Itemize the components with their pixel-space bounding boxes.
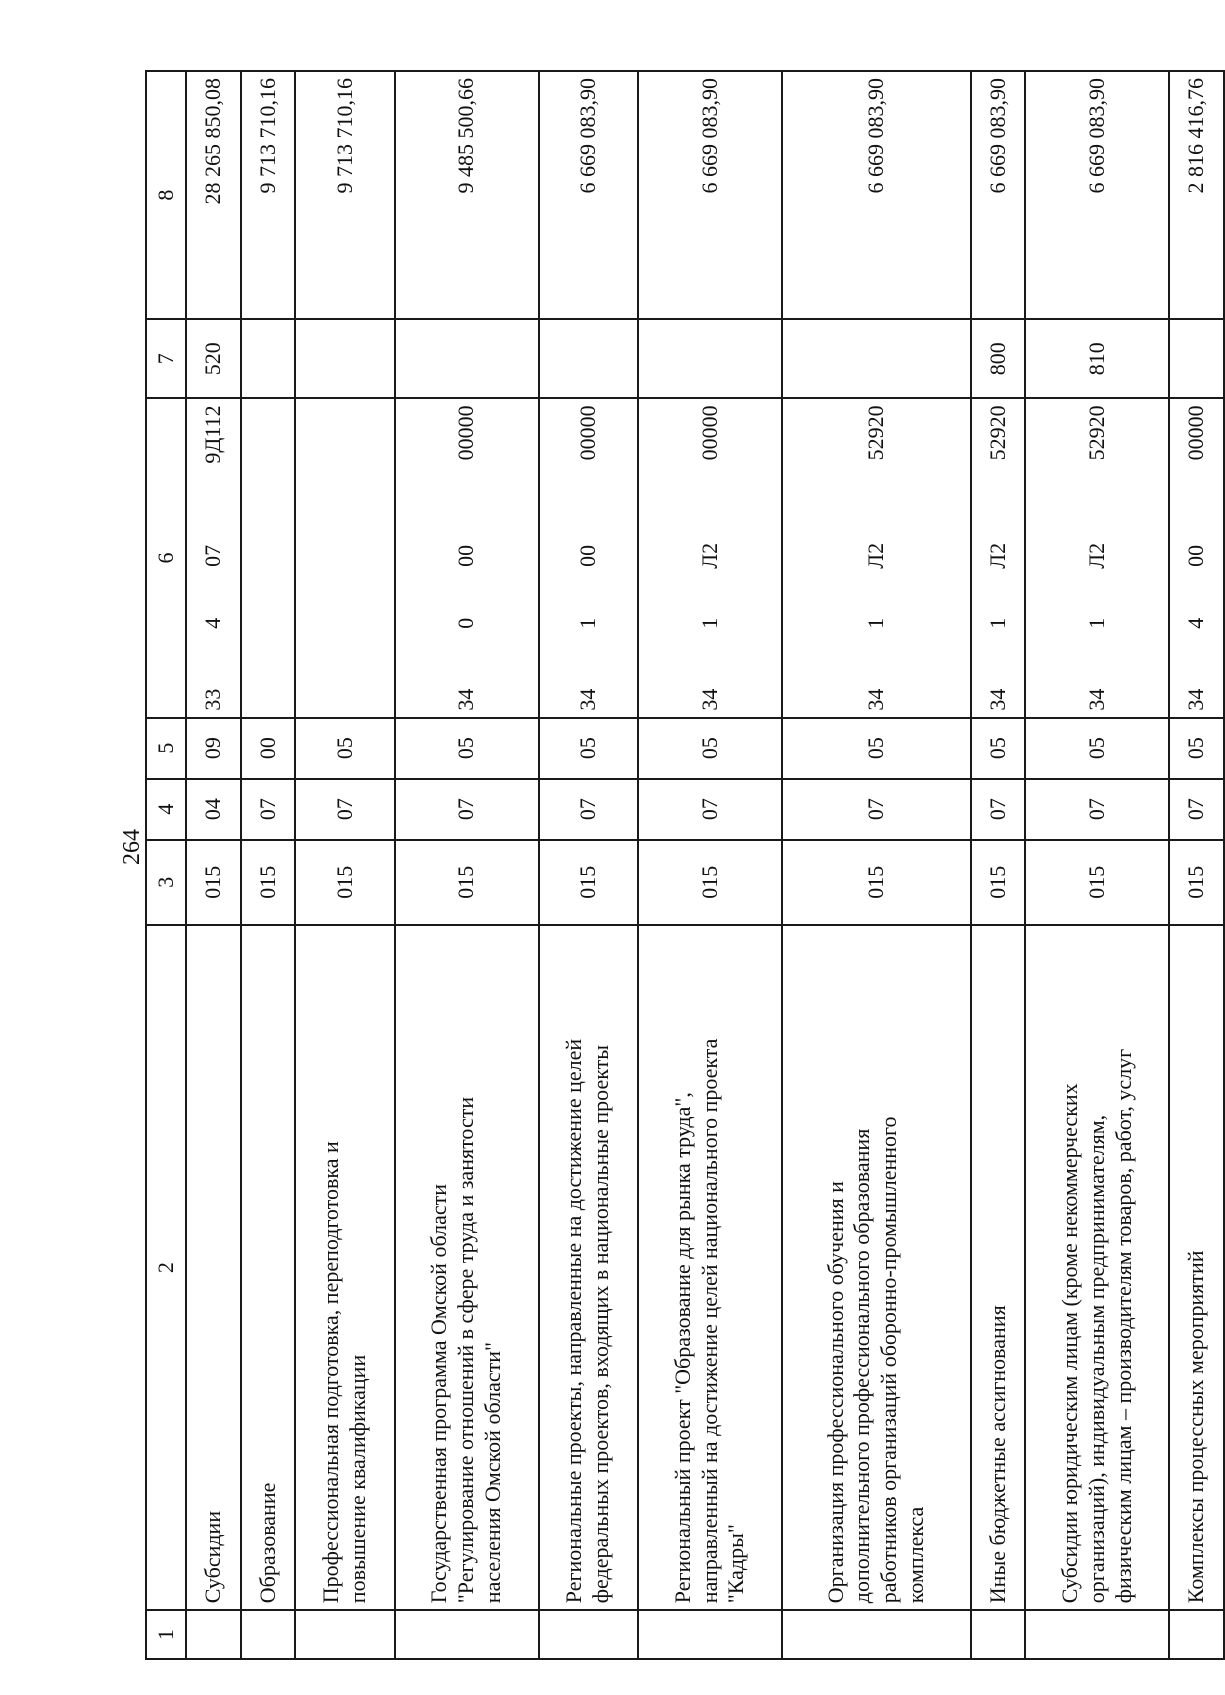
page-number: 264 — [119, 829, 145, 865]
target-article-cell — [1025, 398, 1169, 717]
amount-cell: 6 669 083,90 — [782, 71, 971, 319]
section-code-cell: 07 — [241, 779, 296, 840]
target-article-part: 34 — [453, 688, 479, 711]
row-index-cell — [638, 1610, 782, 1659]
description-line: Региональный проект "Образование для рынка труда", — [669, 1092, 695, 1604]
ministry-code-cell: 015 — [241, 840, 296, 925]
target-article-part: Л2 — [984, 542, 1010, 569]
section-code-cell: 04 — [186, 779, 241, 840]
ministry-code-cell: 015 — [539, 840, 638, 925]
table-header-row — [146, 71, 186, 1659]
row-index-cell — [295, 1610, 394, 1659]
description-line: повышение квалификации — [344, 1354, 370, 1604]
target-article-part: 4 — [199, 617, 225, 629]
target-article-cell — [241, 398, 296, 717]
section-code-cell: 07 — [1025, 779, 1169, 840]
row-description-cell — [395, 925, 539, 1610]
table-row — [782, 71, 971, 1659]
target-article-code — [863, 405, 890, 710]
amount-cell: 6 669 083,90 — [539, 71, 638, 319]
description-line: Организация профессионального обучения и — [822, 1181, 848, 1604]
subsection-code-cell: 05 — [1025, 718, 1169, 779]
target-article-cell — [395, 398, 539, 717]
target-article-part: 34 — [984, 688, 1010, 711]
row-index-cell — [782, 1610, 971, 1659]
target-article-cell — [971, 398, 1026, 717]
target-article-part: 52920 — [984, 405, 1010, 461]
expense-type-cell — [1169, 319, 1224, 398]
target-article-part: 4 — [1183, 617, 1209, 629]
amount-cell: 2 816 416,76 — [1169, 71, 1224, 319]
amount-cell: 28 265 850,08 — [186, 71, 241, 319]
row-index-cell — [241, 1610, 296, 1659]
description-line: Комплексы процессных мероприятий — [1183, 1250, 1209, 1604]
target-article-part: 00 — [1183, 544, 1209, 567]
target-article-part: 9Д112 — [199, 405, 225, 464]
table-row — [971, 71, 1026, 1659]
row-description-cell — [1169, 925, 1224, 1610]
description-line: физическим лицам – производителям товаров, работ, услуг — [1110, 1048, 1136, 1604]
target-article-part: 1 — [696, 617, 722, 629]
table-row — [395, 71, 539, 1659]
subsection-code-cell: 05 — [971, 718, 1026, 779]
ministry-code-cell: 015 — [295, 840, 394, 925]
target-article-part: Л2 — [1083, 542, 1109, 569]
subsection-code-cell: 05 — [295, 718, 394, 779]
expense-type-cell — [638, 319, 782, 398]
expense-type-cell — [782, 319, 971, 398]
amount-cell: 6 669 083,90 — [1025, 71, 1169, 319]
target-article-part: 34 — [862, 688, 888, 711]
description-line: организаций), индивидуальным предпринимателям, — [1083, 1114, 1109, 1604]
table-row — [638, 71, 782, 1659]
header-col-3: 3 — [146, 840, 186, 925]
budget-table — [145, 70, 1225, 1660]
row-description-cell — [186, 925, 241, 1610]
table-row — [1025, 71, 1169, 1659]
target-article-part: 1 — [1083, 617, 1109, 629]
subsection-code-cell: 09 — [186, 718, 241, 779]
description-line: дополнительного профессионального образования — [849, 1128, 875, 1604]
target-article-part: Л2 — [862, 542, 888, 569]
ministry-code-cell: 015 — [1025, 840, 1169, 925]
description-line: Субсидии юридическим лицам (кроме некоммерческих — [1057, 1083, 1083, 1604]
header-col-6: 6 — [146, 398, 186, 717]
section-code-cell: 07 — [539, 779, 638, 840]
table-row — [186, 71, 241, 1659]
description-line: "Регулирование отношений в сфере труда и занятости — [453, 1096, 479, 1604]
description-line: федеральных проектов, входящих в национальные проекты — [588, 1044, 614, 1604]
description-line: населения Омской области" — [480, 1342, 506, 1604]
table-row — [241, 71, 296, 1659]
subsection-code-cell: 00 — [241, 718, 296, 779]
target-article-cell — [295, 398, 394, 717]
target-article-code — [453, 405, 480, 710]
header-col-1: 1 — [146, 1610, 186, 1659]
subsection-code-cell: 05 — [395, 718, 539, 779]
table-row — [539, 71, 638, 1659]
amount-cell: 9 713 710,16 — [295, 71, 394, 319]
header-col-4: 4 — [146, 779, 186, 840]
row-description-cell — [638, 925, 782, 1610]
row-index-cell — [186, 1610, 241, 1659]
expense-type-cell: 810 — [1025, 319, 1169, 398]
row-index-cell — [1169, 1610, 1224, 1659]
amount-cell: 6 669 083,90 — [638, 71, 782, 319]
expense-type-cell — [295, 319, 394, 398]
target-article-part: 00000 — [696, 405, 722, 461]
description-line: Иные бюджетные ассигнования — [984, 1305, 1010, 1604]
header-col-5: 5 — [146, 718, 186, 779]
row-description-cell — [782, 925, 971, 1610]
rotated-table-container — [145, 70, 1225, 1660]
amount-cell: 9 713 710,16 — [241, 71, 296, 319]
target-article-part: 1 — [862, 617, 888, 629]
row-index-cell — [395, 1610, 539, 1659]
amount-cell: 6 669 083,90 — [971, 71, 1026, 319]
row-index-cell — [539, 1610, 638, 1659]
target-article-cell — [1169, 398, 1224, 717]
target-article-part: 00 — [574, 544, 600, 567]
subsection-code-cell: 05 — [539, 718, 638, 779]
table-row — [295, 71, 394, 1659]
description-line: Профессиональная подготовка, переподготовка и — [318, 1141, 344, 1604]
expense-type-cell: 800 — [971, 319, 1026, 398]
target-article-code — [200, 405, 227, 710]
expense-type-cell — [539, 319, 638, 398]
target-article-code — [697, 405, 724, 710]
row-description-cell — [241, 925, 296, 1610]
ministry-code-cell: 015 — [395, 840, 539, 925]
ministry-code-cell: 015 — [1169, 840, 1224, 925]
target-article-part: 00 — [453, 544, 479, 567]
target-article-part: 0 — [453, 617, 479, 629]
target-article-part: 1 — [984, 617, 1010, 629]
target-article-cell — [782, 398, 971, 717]
ministry-code-cell: 015 — [782, 840, 971, 925]
description-line: Субсидии — [199, 1510, 225, 1604]
expense-type-cell — [241, 319, 296, 398]
target-article-part: 07 — [199, 544, 225, 567]
target-article-code — [1084, 405, 1111, 710]
target-article-part: 52920 — [862, 405, 888, 461]
section-code-cell: 07 — [782, 779, 971, 840]
row-description-cell — [295, 925, 394, 1610]
amount-cell: 9 485 500,66 — [395, 71, 539, 319]
description-line: Образование — [254, 1482, 280, 1604]
target-article-part: Л2 — [696, 542, 722, 569]
target-article-part: 00000 — [453, 405, 479, 461]
section-code-cell: 07 — [395, 779, 539, 840]
subsection-code-cell: 05 — [1169, 718, 1224, 779]
row-description-cell — [539, 925, 638, 1610]
ministry-code-cell: 015 — [638, 840, 782, 925]
description-line: Региональные проекты, направленные на достижение целей — [561, 1038, 587, 1604]
description-line: Государственная программа Омской области — [426, 1184, 452, 1604]
row-index-cell — [1025, 1610, 1169, 1659]
description-line: комплекса — [903, 1506, 929, 1604]
target-article-part: 00000 — [1183, 405, 1209, 461]
target-article-part: 1 — [574, 617, 600, 629]
target-article-part: 34 — [696, 688, 722, 711]
section-code-cell: 07 — [638, 779, 782, 840]
header-col-8: 8 — [146, 71, 186, 319]
target-article-part: 34 — [574, 688, 600, 711]
target-article-cell — [638, 398, 782, 717]
section-code-cell: 07 — [971, 779, 1026, 840]
description-line: "Кадры" — [723, 1524, 749, 1604]
section-code-cell: 07 — [1169, 779, 1224, 840]
target-article-code — [985, 405, 1012, 710]
row-description-cell — [971, 925, 1026, 1610]
header-col-2: 2 — [146, 925, 186, 1610]
target-article-part: 52920 — [1083, 405, 1109, 461]
ministry-code-cell: 015 — [186, 840, 241, 925]
expense-type-cell: 520 — [186, 319, 241, 398]
subsection-code-cell: 05 — [782, 718, 971, 779]
target-article-part: 34 — [1183, 688, 1209, 711]
target-article-cell — [186, 398, 241, 717]
target-article-part: 34 — [1083, 688, 1109, 711]
subsection-code-cell: 05 — [638, 718, 782, 779]
ministry-code-cell: 015 — [971, 840, 1026, 925]
target-article-part: 00000 — [574, 405, 600, 461]
description-line: работников организаций оборонно-промышленного — [876, 1116, 902, 1604]
target-article-code — [1183, 405, 1210, 710]
target-article-cell — [539, 398, 638, 717]
target-article-part: 33 — [199, 688, 225, 711]
header-col-7: 7 — [146, 319, 186, 398]
table-row — [1169, 71, 1224, 1659]
section-code-cell: 07 — [295, 779, 394, 840]
description-line: направленный на достижение целей национального проекта — [696, 1038, 722, 1604]
target-article-code — [575, 405, 602, 710]
row-index-cell — [971, 1610, 1026, 1659]
row-description-cell — [1025, 925, 1169, 1610]
expense-type-cell — [395, 319, 539, 398]
